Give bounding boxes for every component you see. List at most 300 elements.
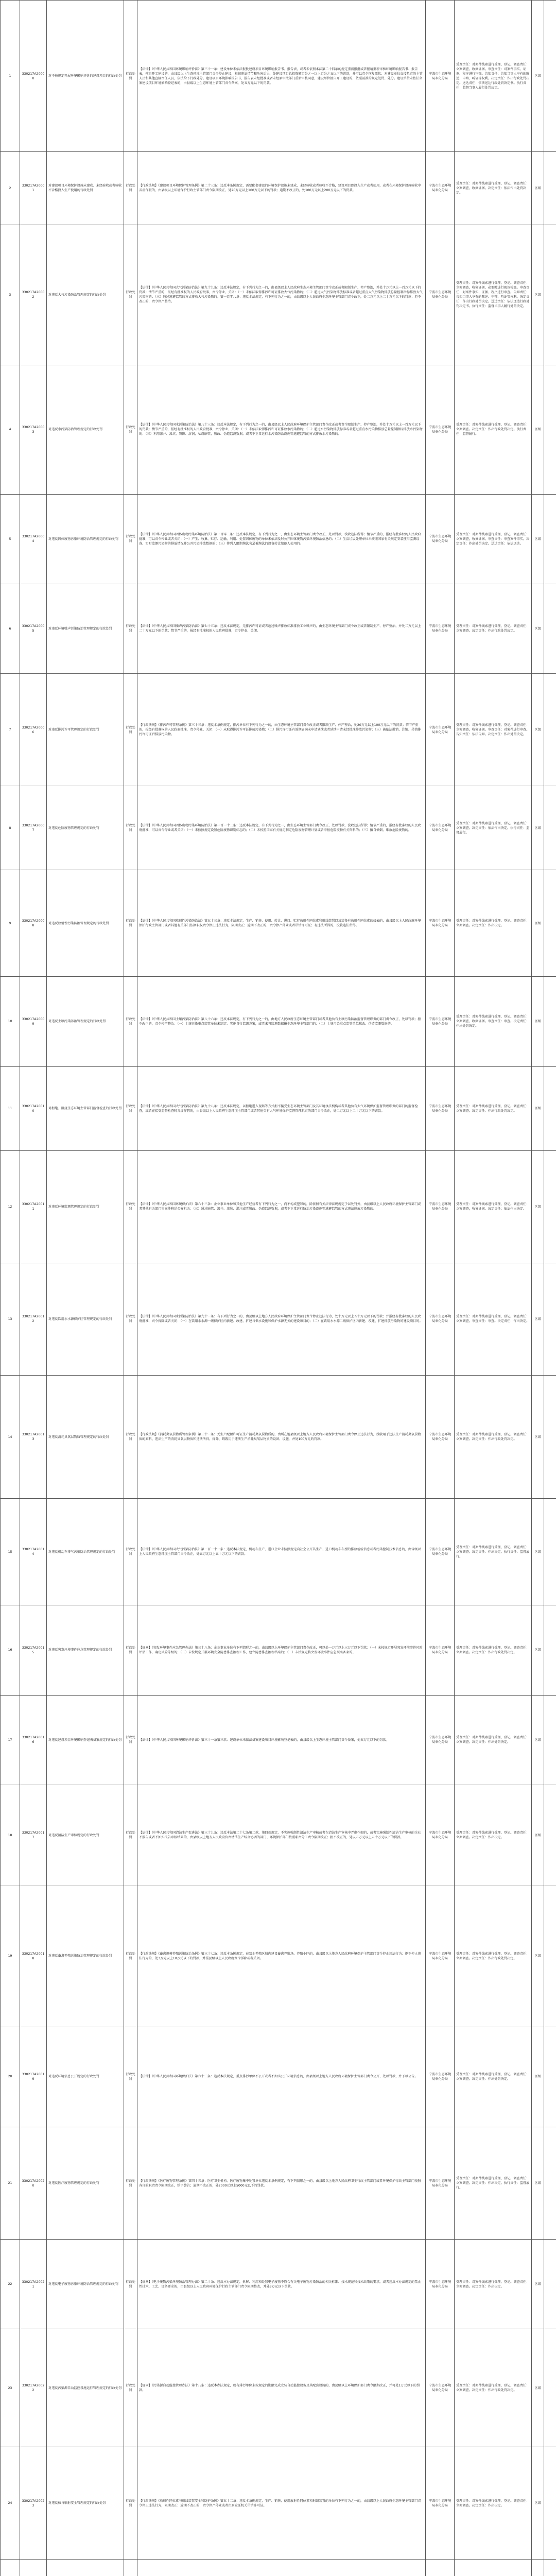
- matter-name-cell: [47, 225, 124, 365]
- matter-name-text: 对违反环境信息公开规定的行政处罚: [48, 2075, 99, 2079]
- matter-code-cell: [20, 2127, 47, 2240]
- matter-code-cell: [20, 1263, 47, 1375]
- legal-basis-text: 【法律】《中华人民共和国固体废物污染环境防治法》第一百一十二条：违反本法规定，有下列行为之一，由生态环境主管部门责令改正，处以罚款，没收违法所得；情节严重的，报经有批准权的人民政府批准，可以责令停业或者关闭：（一）未按照规定设置危险废物识别标志的；（二）未按照国家有关规定制定危险废物管理计划或者申报危险废物有关资料的；（三）擅自倾倒、堆放危险废物的。: [139, 824, 421, 833]
- legal-basis-cell: [137, 1605, 426, 1695]
- matter-code-text: 330217A20022: [22, 2384, 45, 2393]
- implementing-dept-cell: [426, 1, 455, 152]
- legal-basis-text: 【法律】《中华人民共和国土壤污染防治法》第八十六条：违反本法规定，有下列行为之一的，由地方人民政府生态环境主管部门或者其他负有土壤污染防治监督管理职责的部门责令改正，处以罚款；拒不改正的，责令停产整治：（一）土壤污染重点监管单位未制定、实施自行监测方案，或者未将监测数据报生态环境主管部门的；（二）土壤污染重点监管单位篡改、伪造监测数据的。: [139, 1017, 421, 1026]
- duty-measures-cell: [455, 1605, 532, 1695]
- remark-cell: [544, 2329, 556, 2447]
- duty-measures-text: 受理责任：对案件线索进行受理、登记。调查责任：立案调查。决定责任：作出处罚决定。: [456, 2072, 530, 2081]
- legal-basis-text: 【行政法规】《放射性同位素与射线装置安全和防护条例》第五十二条：违反本条例规定，生产、销售、使用放射性同位素和射线装置的单位有下列行为之一的，由县级以上人民政府生态环境主管部门责令停止违法行为，限期改正；逾期不改正的，责令停产停业或者由原发证机关吊销许可证。: [139, 2499, 421, 2507]
- power-type-cell: [124, 225, 137, 365]
- legal-basis-text: 【法律】《中华人民共和国环境保护法》第六十二条：违反本法规定，重点排污单位不公开或者不如实公开环境信息的，由县级以上地方人民政府环境保护主管部门责令公开，处以罚款，并予以公告。: [139, 2075, 418, 2079]
- matter-code-text: 330217A20014: [22, 1548, 45, 1556]
- legal-basis-text: 【行政法规】《畜禽规模养殖污染防治条例》第三十七条：违反本条例规定，在禁止养殖区域内建设畜禽养殖场、养殖小区的，由县级以上地方人民政府环境保护主管部门责令停止违法行为；拒不停止违法行为的，处3万元以上10万元以下的罚款，并报县级以上人民政府责令拆除或者关闭。: [139, 1952, 421, 1960]
- matter-name-text: 对违反固体废物污染环境防治管理规定的行政处罚: [48, 537, 119, 541]
- power-type-text: 行政处罚: [126, 291, 135, 299]
- implementing-dept-text: 宁波市生态环境局奉化分局: [428, 1104, 451, 1113]
- power-type-text: 行政处罚: [126, 2280, 135, 2289]
- legal-basis-cell: [137, 1499, 426, 1605]
- legal-basis-text: 【行政法规】《消耗臭氧层物质管理条例》第三十一条：无生产配额许可证生产消耗臭氧层物质的，由所在地县级以上地方人民政府环境保护主管部门责令停止违法行为，没收用于违法生产消耗臭氧层物质的原料、违法生产的消耗臭氧层物质和违法所得，拆除、销毁用于违法生产消耗臭氧层物质的设备、设施，并处100万元的罚款。: [139, 1433, 421, 1442]
- table-row: [1, 977, 556, 1066]
- exercise-level-cell: [532, 584, 544, 673]
- duty-measures-text: 受理责任：对案件线索进行受理、登记。调查责任：立案调查。决定责任：作出行政处罚决定。: [456, 1104, 530, 1113]
- implementing-dept-cell: [426, 1066, 455, 1150]
- row-number-cell: [1, 1886, 20, 2026]
- duty-measures-text: 受理责任：对案件线索进行受理、登记。调查责任：立案调查，收集证据。审查责任：审查。决定责任：作出处罚决定。: [456, 1015, 530, 1028]
- table-row: [1, 1151, 556, 1263]
- duty-measures-text: 受理责任：对案件线索进行受理、登记。调查责任：立案调查。审查责任：审查。决定责任：作出决定。: [456, 1315, 530, 1324]
- remark-cell: [544, 2560, 556, 2576]
- row-number-cell: [1, 1499, 20, 1605]
- matter-name-text: 对违反环境监测管理规定的行政处罚: [48, 1205, 99, 1209]
- exercise-level-cell: [532, 786, 544, 870]
- matter-code-cell: [20, 1066, 47, 1150]
- implementing-dept-text: 宁波市生态环境局奉化分局: [428, 2384, 451, 2393]
- table-row: [1, 2240, 556, 2329]
- duty-measures-text: 受理责任：对案件线索进行受理、登记。调查责任：立案调查。决定责任：作出处罚决定。: [456, 1736, 530, 1744]
- legal-basis-cell: [137, 1375, 426, 1499]
- legal-basis-cell: [137, 1695, 426, 1785]
- matter-code-cell: [20, 1695, 47, 1785]
- implementing-dept-text: 宁波市生态环境局奉化分局: [428, 184, 451, 193]
- matter-code-cell: [20, 225, 47, 365]
- implementing-dept-text: 宁波市生态环境局奉化分局: [428, 624, 451, 633]
- exercise-level-text: 区级: [534, 2386, 541, 2390]
- row-number-cell: [1, 786, 20, 870]
- legal-basis-text: 【法律】《中华人民共和国放射性污染防治法》第五十三条：违反本法规定，生产、销售、使用、转让、进口、贮存放射性同位素和射线装置以及装备有放射性同位素的仪表的，由县级以上人民政府环境保护行政主管部门或者其他有关部门依据职权责令停止违法行为，限期改正；逾期不改正的，责令停产停业或者吊销许可证；有违法所得的，没收违法所得。: [139, 919, 421, 928]
- remark-cell: [544, 2240, 556, 2329]
- power-type-text: 行政处罚: [126, 1646, 135, 1654]
- legal-basis-cell: [137, 365, 426, 495]
- power-type-text: 行政处罚: [126, 1202, 135, 1211]
- power-type-text: 行政处罚: [126, 1548, 135, 1556]
- power-type-text: 行政处罚: [126, 1736, 135, 1744]
- matter-code-cell: [20, 1151, 47, 1263]
- duty-measures-text: 受理责任：对案件线索进行受理、登记。调查责任：立案调查。决定责任：作出决定。: [456, 2499, 530, 2507]
- remark-cell: [544, 2447, 556, 2560]
- exercise-level-cell: [532, 2127, 544, 2240]
- table-row: [1, 494, 556, 584]
- exercise-level-text: 区级: [534, 728, 541, 732]
- matter-code-text: 330217A20007: [22, 824, 45, 833]
- matter-code-cell: [20, 1785, 47, 1886]
- matter-code-cell: [20, 1375, 47, 1499]
- duty-measures-cell: [455, 2127, 532, 2240]
- legal-basis-cell: [137, 2560, 426, 2576]
- matter-code-cell: [20, 584, 47, 673]
- row-number-cell: [1, 494, 20, 584]
- exercise-level-text: 区级: [534, 74, 541, 78]
- implementing-dept-cell: [426, 1375, 455, 1499]
- matter-name-cell: [47, 2560, 124, 2576]
- table-row: [1, 365, 556, 495]
- duty-measures-cell: [455, 2447, 532, 2560]
- implementing-dept-cell: [426, 225, 455, 365]
- table-row: [1, 152, 556, 225]
- row-number-cell: [1, 2026, 20, 2127]
- matter-name-text: 对违反医疗废物管理规定的行政处罚: [48, 2181, 99, 2185]
- matter-name-cell: [47, 1263, 124, 1375]
- power-type-cell: [124, 977, 137, 1066]
- row-number-text: 2: [9, 186, 11, 190]
- implementing-dept-text: 宁波市生态环境局奉化分局: [428, 1202, 451, 1211]
- row-number-cell: [1, 977, 20, 1066]
- exercise-level-cell: [532, 2329, 544, 2447]
- matter-name-cell: [47, 870, 124, 977]
- duty-measures-cell: [455, 494, 532, 584]
- row-number-text: 18: [8, 1833, 12, 1837]
- matter-name-text: 对违反污染源自动监控设施运行管理规定的行政处罚: [48, 2386, 122, 2390]
- row-number-cell: [1, 870, 20, 977]
- row-number-cell: [1, 584, 20, 673]
- implementing-dept-text: 宁波市生态环境局奉化分局: [428, 425, 451, 434]
- power-type-cell: [124, 1, 137, 152]
- matter-code-text: 330217A20001: [22, 184, 45, 193]
- matter-code-cell: [20, 1605, 47, 1695]
- table-row: [1, 1785, 556, 1886]
- remark-cell: [544, 1263, 556, 1375]
- matter-code-cell: [20, 977, 47, 1066]
- power-type-text: 行政处罚: [126, 1952, 135, 1960]
- matter-name-text: 对违反大气污染防治管理规定的行政处罚: [48, 293, 106, 297]
- table-row: [1, 1499, 556, 1605]
- matter-name-cell: [47, 1886, 124, 2026]
- exercise-level-text: 区级: [534, 1205, 541, 1209]
- legal-basis-cell: [137, 1, 426, 152]
- remark-cell: [544, 977, 556, 1066]
- matter-code-text: 330217A20018: [22, 1952, 45, 1960]
- legal-basis-text: 【法律】《中华人民共和国大气污染防治法》第一百一十一条：违反本法规定，机动车生产、进口企业未按照规定向社会公开其生产、进口机动车车型的排放检验信息或者污染控制技术信息的，由省级以上人民政府生态环境主管部门责令改正，处五万元以上五十万元以下的罚款。: [139, 1548, 421, 1556]
- implementing-dept-text: 宁波市生态环境局奉化分局: [428, 2280, 451, 2289]
- duty-measures-cell: [455, 225, 532, 365]
- remark-cell: [544, 1605, 556, 1695]
- duty-measures-cell: [455, 2560, 532, 2576]
- table-row: [1, 1066, 556, 1150]
- legal-basis-cell: [137, 2026, 426, 2127]
- duty-measures-text: 受理责任：对案件线索进行受理、登记。调查责任：立案调查。决定责任：作出决定。执行责任：监督履行。: [456, 2177, 530, 2190]
- row-number-cell: [1, 1375, 20, 1499]
- matter-name-text: 对违反建设项目环境影响登记表备案规定的行政处罚: [48, 1738, 122, 1742]
- remark-cell: [544, 1499, 556, 1605]
- matter-name-cell: [47, 1375, 124, 1499]
- exercise-level-text: 区级: [534, 1648, 541, 1652]
- matter-code-cell: [20, 2560, 47, 2576]
- matter-name-cell: [47, 1499, 124, 1605]
- table-row: [1, 2026, 556, 2127]
- exercise-level-text: 区级: [534, 2282, 541, 2286]
- duty-measures-text: 受理责任：对案件线索进行受理、登记。调查责任：立案调查。决定责任：作出行政处罚决定。执行责任：监督履行。: [456, 423, 530, 436]
- matter-name-cell: [47, 1605, 124, 1695]
- row-number-text: 16: [8, 1648, 12, 1652]
- matter-code-text: 330217A20002: [22, 291, 45, 299]
- exercise-level-cell: [532, 494, 544, 584]
- implementing-dept-text: 宁波市生态环境局奉化分局: [428, 1548, 451, 1556]
- implementing-dept-cell: [426, 977, 455, 1066]
- implementing-dept-text: 宁波市生态环境局奉化分局: [428, 1017, 451, 1026]
- exercise-level-cell: [532, 1605, 544, 1695]
- implementing-dept-text: 宁波市生态环境局奉化分局: [428, 535, 451, 544]
- power-type-text: 行政处罚: [126, 624, 135, 633]
- row-number-text: 12: [8, 1205, 12, 1209]
- duty-measures-cell: [455, 2240, 532, 2329]
- exercise-level-text: 区级: [534, 1550, 541, 1554]
- row-number-cell: [1, 1695, 20, 1785]
- implementing-dept-text: 宁波市生态环境局奉化分局: [428, 1315, 451, 1324]
- implementing-dept-cell: [426, 870, 455, 977]
- duty-measures-cell: [455, 584, 532, 673]
- power-type-text: 行政处罚: [126, 2384, 135, 2393]
- legal-basis-text: 【法律】《中华人民共和国大气污染防治法》第九十八条：违反本法规定，以拒绝进入现场等方式拒不接受生态环境主管部门及其环境执法机构或者其他负有大气环境保护监督管理职责的部门的监督检查，或者在接受监督检查时弄虚作假的，由县级以上人民政府生态环境主管部门或者其他负有大气环境保护监督管理职责的部门责令改正，处二万元以上二十万元以下的罚款。: [139, 1104, 418, 1113]
- matter-name-cell: [47, 2447, 124, 2560]
- power-type-text: 行政处罚: [126, 184, 135, 193]
- exercise-level-text: 区级: [534, 1833, 541, 1837]
- matter-code-cell: [20, 1499, 47, 1605]
- exercise-level-text: 区级: [534, 2075, 541, 2079]
- row-number-text: 24: [8, 2501, 12, 2505]
- legal-basis-text: 【规章】《电子废物污染环境防治管理办法》第二十条：违反本办法规定，拆解、利用和处置电子废物不符合有关电子废物污染防治的相关标准、技术规范和技术政策的要求，或者违反本办法规定的禁止性技术、工艺、设备要求的，由县级以上人民政府环境保护行政主管部门责令限期整改，并处3万元以下罚款。: [139, 2280, 421, 2289]
- row-number-text: 11: [8, 1107, 12, 1111]
- matter-name-cell: [47, 1785, 124, 1886]
- power-type-cell: [124, 152, 137, 225]
- matter-code-text: 330217A20015: [22, 1646, 45, 1654]
- exercise-level-cell: [532, 1499, 544, 1605]
- remark-cell: [544, 1066, 556, 1150]
- power-type-text: 行政处罚: [126, 1017, 135, 1026]
- duty-measures-cell: [455, 2329, 532, 2447]
- matter-name-cell: [47, 1066, 124, 1150]
- power-type-text: 行政处罚: [126, 1104, 135, 1113]
- remark-cell: [544, 584, 556, 673]
- matter-code-cell: [20, 1, 47, 152]
- row-number-text: 7: [9, 728, 11, 732]
- matter-name-cell: [47, 1, 124, 152]
- legal-basis-cell: [137, 786, 426, 870]
- implementing-dept-cell: [426, 1785, 455, 1886]
- row-number-text: 5: [9, 537, 11, 541]
- row-number-cell: [1, 1066, 20, 1150]
- exercise-level-cell: [532, 1695, 544, 1785]
- matter-code-text: 330217A20000: [22, 72, 45, 80]
- power-type-text: 行政处罚: [126, 425, 135, 434]
- remark-cell: [544, 494, 556, 584]
- remark-cell: [544, 1151, 556, 1263]
- exercise-level-text: 区级: [534, 826, 541, 830]
- duty-measures-cell: [455, 1499, 532, 1605]
- power-type-text: 行政处罚: [126, 1315, 135, 1324]
- matter-name-text: 对违反核与辐射安全管理规定的行政处罚: [48, 2501, 106, 2505]
- duty-measures-text: 受理责任：对案件线索进行受理、登记。调查责任：立案调查。决定责任：作出决定。执行责任：监督履行。: [456, 1545, 530, 1558]
- legal-basis-text: 【法律】《中华人民共和国固体废物污染环境防治法》第一百零二条：违反本法规定，有下列行为之一，由生态环境主管部门责令改正，处以罚款，没收违法所得；情节严重的，报经有批准权的人民政府批准，可以责令停业或者关闭：（一）产生、收集、贮存、运输、利用、处置固体废物的单位未依法及时公开固体废物污染环境防治信息的；（二）生活垃圾处理单位未按照国家有关规定安装使用监测设备、实时监测污染物的排放情况并公开污染排放数据的；（三）将列入限期淘汰名录被淘汰的设备转让给他人使用的。: [139, 532, 421, 546]
- matter-code-cell: [20, 1886, 47, 2026]
- matter-code-cell: [20, 2026, 47, 2127]
- matter-code-text: 330217A20016: [22, 1736, 45, 1744]
- row-number-text: 4: [9, 428, 11, 432]
- implementing-dept-cell: [426, 2127, 455, 2240]
- power-type-cell: [124, 365, 137, 495]
- row-number-text: 15: [8, 1550, 12, 1554]
- matter-name-cell: [47, 1151, 124, 1263]
- matter-name-cell: [47, 1695, 124, 1785]
- matter-name-text: 对建设项目环境保护设施未建成、未经验收或者验收不合格投入生产使用的行政处罚: [48, 184, 122, 193]
- exercise-level-text: 区级: [534, 2181, 541, 2185]
- matter-code-text: 330217A20009: [22, 1017, 45, 1026]
- duty-measures-cell: [455, 786, 532, 870]
- duty-measures-text: 受理责任：对案件线索进行受理、登记。调查责任：立案调查。决定责任：依法作出决定。执行责任：监督履行。: [456, 821, 530, 835]
- exercise-level-cell: [532, 870, 544, 977]
- power-type-text: 行政处罚: [126, 725, 135, 734]
- duty-measures-cell: [455, 1886, 532, 2026]
- matter-code-text: 330217A20013: [22, 1433, 45, 1442]
- exercise-level-cell: [532, 1151, 544, 1263]
- row-number-text: 22: [8, 2282, 12, 2286]
- row-number-cell: [1, 2447, 20, 2560]
- row-number-text: 9: [9, 921, 11, 925]
- matter-name-text: 对违反饮用水水源保护区管理规定的行政处罚: [48, 1317, 112, 1321]
- matter-code-text: 330217A20021: [22, 2280, 45, 2289]
- matter-name-cell: [47, 365, 124, 495]
- implementing-dept-text: 宁波市生态环境局奉化分局: [428, 725, 451, 734]
- legal-basis-text: 【法律】《中华人民共和国大气污染防治法》第九十九条：违反本法规定，有下列行为之一的，由县级以上人民政府生态环境主管部门责令改正或者限制生产、停产整治，并处十万元以上一百万元以下的罚款；情节严重的，报经有批准权的人民政府批准，责令停业、关闭：（一）未依法取得排污许可证排放大气污染物的；（二）超过大气污染物排放标准或者超过重点大气污染物排放总量控制指标排放大气污染物的；（三）通过逃避监管的方式排放大气污染物的。第一百零八条：违反本法规定，有下列行为之一的，由县级以上人民政府生态环境主管部门责令改正，处二万元以上二十万元以下的罚款；拒不改正的，责令停产整治。: [139, 286, 423, 304]
- implementing-dept-cell: [426, 2560, 455, 2576]
- matter-code-text: 330217A20003: [22, 425, 45, 434]
- exercise-level-cell: [532, 977, 544, 1066]
- power-type-cell: [124, 2329, 137, 2447]
- implementing-dept-text: 宁波市生态环境局奉化分局: [428, 1646, 451, 1654]
- table-row: [1, 674, 556, 786]
- matter-name-text: 对违反环境噪声污染防治管理规定的行政处罚: [48, 626, 112, 631]
- matter-name-cell: [47, 494, 124, 584]
- table-row: [1, 786, 556, 870]
- implementing-dept-cell: [426, 1605, 455, 1695]
- duty-measures-text: 受理责任：对案件线索进行受理、登记。调查责任：立案调查，收集证据。审查责任：审查案件事实。决定责任：作出处罚决定。送达责任：依法送达。: [456, 532, 530, 546]
- exercise-level-cell: [532, 225, 544, 365]
- power-type-text: 行政处罚: [126, 919, 135, 928]
- implementing-dept-cell: [426, 1695, 455, 1785]
- remark-cell: [544, 1886, 556, 2026]
- implementing-dept-text: 宁波市生态环境局奉化分局: [428, 1433, 451, 1442]
- remark-cell: [544, 1785, 556, 1886]
- exercise-level-text: 区级: [534, 1435, 541, 1439]
- row-number-text: 6: [9, 626, 11, 631]
- row-number-text: 10: [8, 1020, 12, 1024]
- table-row: [1, 1605, 556, 1695]
- matter-code-text: 330217A20005: [22, 624, 45, 633]
- matter-name-text: 对违反土壤污染防治管理规定的行政处罚: [48, 1020, 106, 1024]
- power-type-cell: [124, 674, 137, 786]
- legal-basis-text: 【法律】《中华人民共和国水污染防治法》第九十一条：有下列行为之一的，由县级以上地方人民政府环境保护主管部门责令停止违法行为，处十万元以上五十万元以下的罚款；并报经有批准权的人民政府批准，责令拆除或者关闭：（一）在饮用水水源一级保护区内新建、改建、扩建与供水设施和保护水源无关的建设项目的；（二）在饮用水水源二级保护区内新建、改建、扩建排放污染物的建设项目的。: [139, 1315, 423, 1324]
- power-type-cell: [124, 1785, 137, 1886]
- implementing-dept-text: 宁波市生态环境局奉化分局: [428, 1831, 451, 1840]
- matter-code-text: 330217A20004: [22, 535, 45, 544]
- matter-code-text: 330217A20012: [22, 1315, 45, 1324]
- legal-basis-text: 【规章】《突发环境事件应急管理办法》第三十八条：企业事业单位有下列情形之一的，由县级以上环境保护主管部门责令改正，可以处一万元以上三万元以下罚款：（一）未按规定开展突发环境事件风险评估工作，确定风险等级的；（二）未按规定开展环境安全隐患排查治理工作，建立隐患排查治理档案的；（三）未按规定将突发环境事件应急预案备案的。: [139, 1646, 423, 1654]
- exercise-level-cell: [532, 674, 544, 786]
- power-type-cell: [124, 1066, 137, 1150]
- row-number-text: 14: [8, 1435, 12, 1439]
- remark-cell: [544, 1375, 556, 1499]
- matter-code-cell: [20, 152, 47, 225]
- implementing-dept-cell: [426, 786, 455, 870]
- table-row: [1, 1375, 556, 1499]
- matter-code-text: 330217A20020: [22, 2179, 45, 2188]
- matter-name-cell: [47, 674, 124, 786]
- exercise-level-text: 区级: [534, 921, 541, 925]
- row-number-cell: [1, 674, 20, 786]
- row-number-text: 3: [9, 293, 11, 297]
- implementing-dept-cell: [426, 1151, 455, 1263]
- duty-measures-cell: [455, 2026, 532, 2127]
- implementing-dept-text: 宁波市生态环境局奉化分局: [428, 291, 451, 299]
- implementing-dept-cell: [426, 494, 455, 584]
- duty-measures-cell: [455, 1375, 532, 1499]
- matter-name-cell: [47, 584, 124, 673]
- exercise-level-cell: [532, 1886, 544, 2026]
- matter-name-text: 对违反危险废物管理规定的行政处罚: [48, 826, 99, 830]
- exercise-level-text: 区级: [534, 626, 541, 631]
- power-type-cell: [124, 1499, 137, 1605]
- table-row: [1, 1695, 556, 1785]
- remark-cell: [544, 2026, 556, 2127]
- legal-basis-text: 【法律】《中华人民共和国环境保护法》第六十三条：企业事业单位和其他生产经营者有下列行为之一，尚不构成犯罪的，除依照有关法律法规规定予以处罚外，由县级以上人民政府环境保护主管部门或者其他有关部门将案件移送公安机关：（三）通过暗管、渗井、渗坑、灌注或者篡改、伪造监测数据，或者不正常运行防治污染设施等逃避监管的方式违法排放污染物的。: [139, 1202, 421, 1211]
- table-row: [1, 225, 556, 365]
- remark-cell: [544, 225, 556, 365]
- implementing-dept-text: 宁波市生态环境局奉化分局: [428, 1736, 451, 1744]
- implementing-dept-cell: [426, 2447, 455, 2560]
- legal-basis-text: 【法律】《中华人民共和国噪声污染防治法》第七十五条：违反本法规定，无排污许可证或者超过噪声排放标准排放工业噪声的，由生态环境主管部门责令改正或者限制生产、停产整治，并处二万元以上二十万元以下的罚款；情节严重的，报经有批准权的人民政府批准，责令停业、关闭。: [139, 624, 421, 633]
- remark-cell: [544, 2127, 556, 2240]
- matter-code-text: 330217A20011: [22, 1202, 45, 1211]
- power-type-text: 行政处罚: [126, 1433, 135, 1442]
- legal-basis-cell: [137, 674, 426, 786]
- matter-name-text: 对违反消耗臭氧层物质管理规定的行政处罚: [48, 1435, 109, 1439]
- legal-basis-cell: [137, 870, 426, 977]
- power-type-cell: [124, 1695, 137, 1785]
- implementing-dept-cell: [426, 1263, 455, 1375]
- implementing-dept-text: 宁波市生态环境局奉化分局: [428, 2499, 451, 2507]
- exercise-level-text: 区级: [534, 2501, 541, 2505]
- matter-code-cell: [20, 674, 47, 786]
- remark-cell: [544, 674, 556, 786]
- power-type-text: 行政处罚: [126, 2179, 135, 2188]
- duty-measures-text: 受理责任：对案件线索进行受理、登记。调查责任：立案调查，收集证据。决定责任：依法作出处罚决定。: [456, 181, 530, 195]
- matter-name-text: 对违反水污染防治管理规定的行政处罚: [48, 428, 103, 432]
- power-type-cell: [124, 1605, 137, 1695]
- exercise-level-text: 区级: [534, 1020, 541, 1024]
- exercise-level-cell: [532, 1785, 544, 1886]
- row-number-cell: [1, 1, 20, 152]
- row-number-text: 21: [8, 2181, 12, 2185]
- exercise-level-text: 区级: [534, 428, 541, 432]
- exercise-level-text: 区级: [534, 186, 541, 190]
- exercise-level-cell: [532, 1, 544, 152]
- row-number-text: 1: [9, 74, 11, 78]
- remark-cell: [544, 870, 556, 977]
- power-type-cell: [124, 584, 137, 673]
- matter-code-text: 330217A20017: [22, 1831, 45, 1840]
- remark-cell: [544, 152, 556, 225]
- legal-basis-text: 【法律】《中华人民共和国水污染防治法》第八十三条：违反本法规定，有下列行为之一的，由县级以上人民政府环境保护主管部门责令改正或者责令限制生产、停产整治，并处十万元以上一百万元以下的罚款；情节严重的，报经有批准权的人民政府批准，责令停业、关闭：（一）未依法取得排污许可证排放水污染物的；（二）超过水污染物排放标准或者超过重点水污染物排放总量控制指标排放水污染物的；（三）利用渗井、渗坑、裂隙、溶洞，私设暗管，篡改、伪造监测数据，或者不正常运行水污染防治设施等逃避监管的方式排放水污染物的。: [139, 423, 423, 436]
- duty-measures-cell: [455, 152, 532, 225]
- power-type-cell: [124, 1263, 137, 1375]
- table-body: [1, 1, 556, 2576]
- table-row: [1, 2447, 556, 2560]
- exercise-level-cell: [532, 2240, 544, 2329]
- legal-basis-cell: [137, 977, 426, 1066]
- power-type-cell: [124, 2026, 137, 2127]
- power-type-cell: [124, 2127, 137, 2240]
